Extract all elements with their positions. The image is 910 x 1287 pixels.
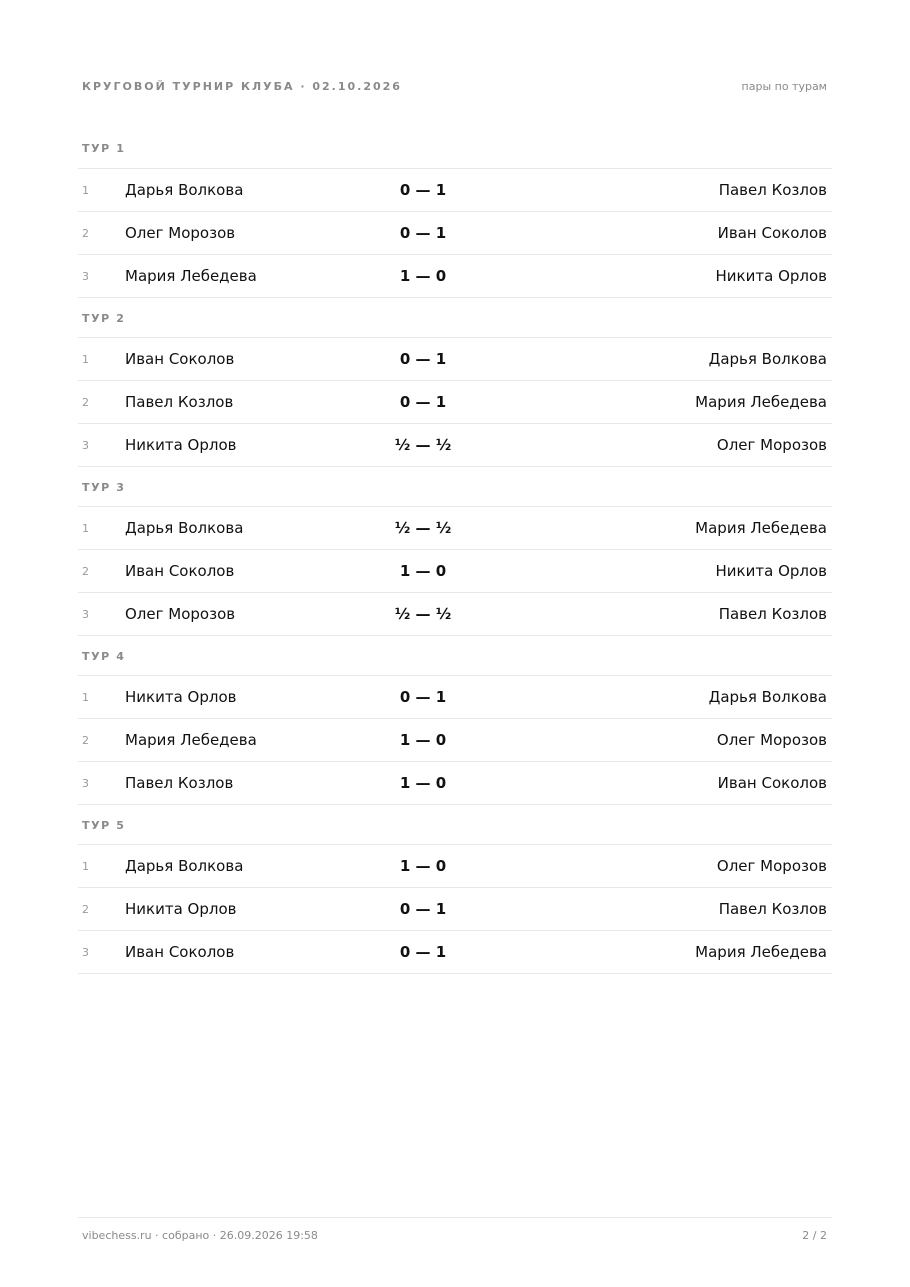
black-player: Никита Орлов [715,267,827,285]
black-player: Олег Морозов [716,731,827,749]
pairing-row [78,931,832,974]
pairing-row [78,424,832,467]
black-player: Никита Орлов [715,562,827,580]
white-player: Мария Лебедева [125,267,257,285]
game-result: 1 — 0 [399,774,447,792]
black-player: Иван Соколов [717,224,827,242]
tournament-title: КРУГОВОЙ ТУРНИР КЛУБА · 02.10.2026 [82,80,402,93]
pairing-row [78,762,832,805]
game-result: ½ — ½ [394,436,452,454]
board-number: 3 [82,438,89,452]
white-player: Павел Козлов [125,393,234,411]
board-number: 1 [82,690,89,704]
black-player: Павел Козлов [718,900,827,918]
game-result: 0 — 1 [399,224,447,242]
game-result: 0 — 1 [399,181,447,199]
game-result: 1 — 0 [399,267,447,285]
game-result: ½ — ½ [394,519,452,537]
pairing-row [78,338,832,381]
round-label: ТУР 5 [78,805,832,845]
white-player: Дарья Волкова [125,181,244,199]
footer-source: vibechess.ru · собрано · 26.09.2026 19:58 [82,1229,318,1242]
pairing-row [78,255,832,298]
board-number: 3 [82,776,89,790]
black-player: Дарья Волкова [708,350,827,368]
round-label: ТУР 4 [78,636,832,676]
board-number: 2 [82,564,89,578]
game-result: ½ — ½ [394,605,452,623]
pairing-row [78,719,832,762]
pairing-row [78,845,832,888]
round-5 [78,805,832,974]
game-result: 0 — 1 [399,393,447,411]
rounds-list [78,128,832,974]
round-label: ТУР 1 [78,128,832,169]
white-player: Павел Козлов [125,774,234,792]
board-number: 1 [82,352,89,366]
page-header [82,80,827,93]
round-3 [78,467,832,636]
white-player: Никита Орлов [125,688,237,706]
black-player: Мария Лебедева [695,519,827,537]
pairing-row [78,381,832,424]
black-player: Олег Морозов [716,857,827,875]
pairing-row [78,550,832,593]
round-label: ТУР 2 [78,298,832,338]
white-player: Дарья Волкова [125,519,244,537]
white-player: Иван Соколов [125,562,235,580]
pairing-row [78,888,832,931]
pairing-row [78,676,832,719]
white-player: Иван Соколов [125,350,235,368]
round-label: ТУР 3 [78,467,832,507]
game-result: 0 — 1 [399,350,447,368]
round-2 [78,298,832,467]
board-number: 2 [82,902,89,916]
black-player: Мария Лебедева [695,943,827,961]
white-player: Иван Соколов [125,943,235,961]
board-number: 3 [82,607,89,621]
black-player: Павел Козлов [718,605,827,623]
board-number: 2 [82,226,89,240]
white-player: Олег Морозов [125,224,236,242]
black-player: Иван Соколов [717,774,827,792]
round-4 [78,636,832,805]
game-result: 1 — 0 [399,731,447,749]
pairing-row [78,169,832,212]
black-player: Павел Козлов [718,181,827,199]
game-result: 1 — 0 [399,857,447,875]
board-number: 1 [82,859,89,873]
white-player: Олег Морозов [125,605,236,623]
pairing-row [78,212,832,255]
pairing-row [78,593,832,636]
board-number: 1 [82,183,89,197]
page-number: 2 / 2 [802,1229,827,1242]
white-player: Дарья Волкова [125,857,244,875]
white-player: Никита Орлов [125,900,237,918]
board-number: 2 [82,733,89,747]
game-result: 0 — 1 [399,688,447,706]
page-subtitle: пары по турам [741,80,827,93]
black-player: Олег Морозов [716,436,827,454]
board-number: 1 [82,521,89,535]
board-number: 3 [82,269,89,283]
page-footer [78,1217,832,1242]
black-player: Мария Лебедева [695,393,827,411]
game-result: 0 — 1 [399,943,447,961]
board-number: 3 [82,945,89,959]
pairing-row [78,507,832,550]
game-result: 0 — 1 [399,900,447,918]
black-player: Дарья Волкова [708,688,827,706]
round-1 [78,128,832,298]
board-number: 2 [82,395,89,409]
white-player: Мария Лебедева [125,731,257,749]
white-player: Никита Орлов [125,436,237,454]
game-result: 1 — 0 [399,562,447,580]
